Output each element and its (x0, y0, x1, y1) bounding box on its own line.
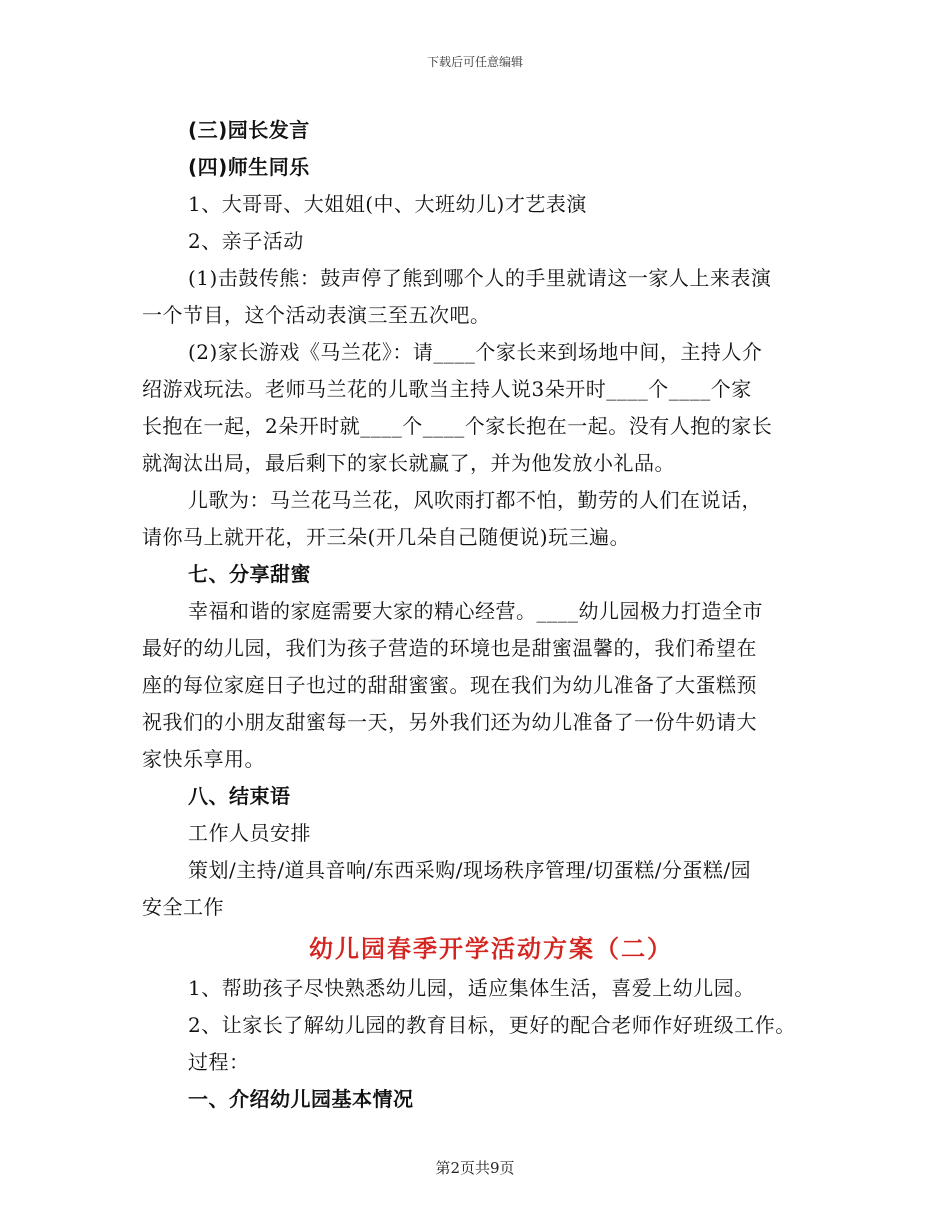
document-body (142, 112, 822, 1118)
paragraph-line: 儿歌为：马兰花马兰花，风吹雨打都不怕，勤劳的人们在说话， (188, 488, 762, 512)
paragraph-line: 长抱在一起，2朵开时就____个____个家长抱在一起。没有人抱的家长 (142, 414, 773, 438)
paragraph-line: 2、亲子活动 (188, 229, 304, 253)
heading-closing-remarks: 八、结束语 (188, 784, 291, 808)
paragraph-line: 1、帮助孩子尽快熟悉幼儿园，适应集体生活，喜爱上幼儿园。 (188, 976, 755, 1000)
paragraph-line: 过程： (188, 1050, 250, 1074)
paragraph-line: 工作人员安排 (188, 821, 311, 845)
paragraph-line: 2、让家长了解幼儿园的教育目标，更好的配合老师作好班级工作。 (188, 1013, 796, 1037)
paragraph-line: (2)家长游戏《马兰花》：请____个家长来到场地中间，主持人介 (188, 340, 763, 364)
heading-kindergarten-intro: 一、介绍幼儿园基本情况 (188, 1087, 414, 1111)
paragraph-line: 绍游戏玩法。老师马兰花的儿歌当主持人说3朵开时____个____个家 (142, 377, 752, 401)
heading-share-sweetness: 七、分享甜蜜 (188, 562, 311, 586)
paragraph-line: 最好的幼儿园，我们为孩子营造的环境也是甜蜜温馨的，我们希望在 (142, 636, 757, 660)
section-title: 幼儿园春季开学活动方案（二） (309, 935, 673, 963)
heading-principal-speech: (三)园长发言 (188, 118, 310, 142)
paragraph-line: 一个节目，这个活动表演三至五次吧。 (142, 303, 491, 327)
paragraph-line: 祝我们的小朋友甜蜜每一天，另外我们还为幼儿准备了一份牛奶请大 (142, 710, 757, 734)
paragraph-line: 座的每位家庭日子也过的甜甜蜜蜜。现在我们为幼儿准备了大蛋糕预 (142, 673, 757, 697)
paragraph-line: 安全工作 (142, 895, 224, 919)
paragraph-line: 幸福和谐的家庭需要大家的精心经营。____幼儿园极力打造全市 (188, 599, 763, 623)
paragraph-line: 请你马上就开花，开三朵(开几朵自己随便说)玩三遍。 (142, 525, 631, 549)
paragraph-line: 1、大哥哥、大姐姐(中、大班幼儿)才艺表演 (188, 192, 587, 216)
paragraph-line: 策划/主持/道具音响/东西采购/现场秩序管理/切蛋糕/分蛋糕/园 (188, 858, 752, 882)
heading-teacher-student-fun: (四)师生同乐 (188, 155, 310, 179)
page-header: 下载后可任意编辑 (426, 55, 523, 69)
page-footer: 第2页共9页 (435, 1159, 515, 1177)
paragraph-line: 就淘汰出局，最后剩下的家长就赢了，并为他发放小礼品。 (142, 451, 675, 475)
paragraph-line: 家快乐享用。 (142, 747, 265, 771)
paragraph-line: (1)击鼓传熊：鼓声停了熊到哪个人的手里就请这一家人上来表演 (188, 266, 772, 290)
